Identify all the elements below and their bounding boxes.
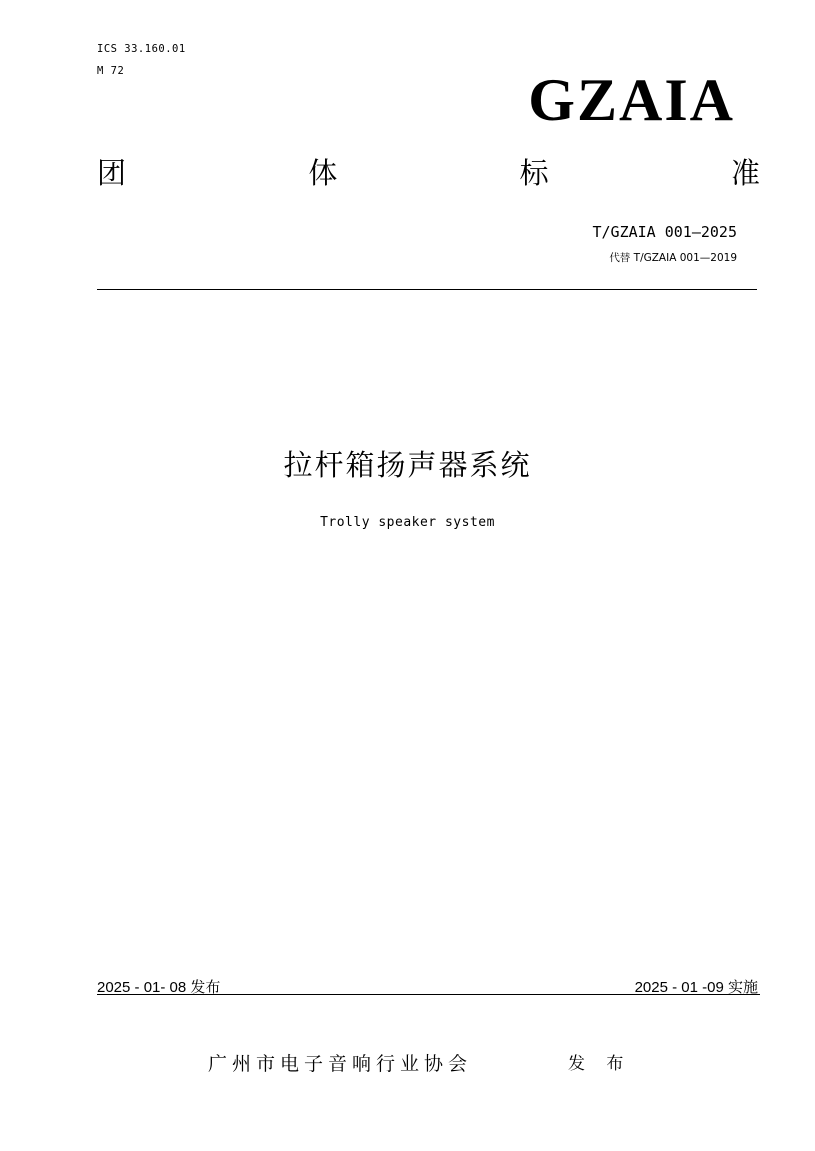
- document-title-chinese: 拉杆箱扬声器系统: [283, 448, 532, 482]
- issue-date: 2025 - 01- 08 发布: [97, 979, 221, 996]
- standard-type-heading: [97, 156, 760, 190]
- document-title-english: Trolly speaker system: [320, 515, 495, 530]
- publisher-name: 广州市电子音响行业协会: [208, 1053, 473, 1075]
- standard-type-char: 体: [308, 156, 338, 190]
- replaces-standard: 代替 T/GZAIA 001—2019: [609, 252, 737, 264]
- standard-type-char: 准: [730, 156, 760, 190]
- standard-number: T/GZAIA 001—2025: [592, 223, 737, 241]
- standard-type-char: 团: [97, 156, 127, 190]
- ics-code: ICS 33.160.01: [97, 43, 186, 55]
- footer-divider: [97, 994, 760, 995]
- implementation-date: 2025 - 01 -09 实施: [634, 979, 758, 996]
- standard-type-char: 标: [519, 156, 549, 190]
- header-divider: [97, 289, 757, 290]
- ccs-code: M 72: [97, 65, 125, 77]
- association-logo: GZAIA: [528, 67, 735, 133]
- publish-label: 发 布: [568, 1054, 632, 1074]
